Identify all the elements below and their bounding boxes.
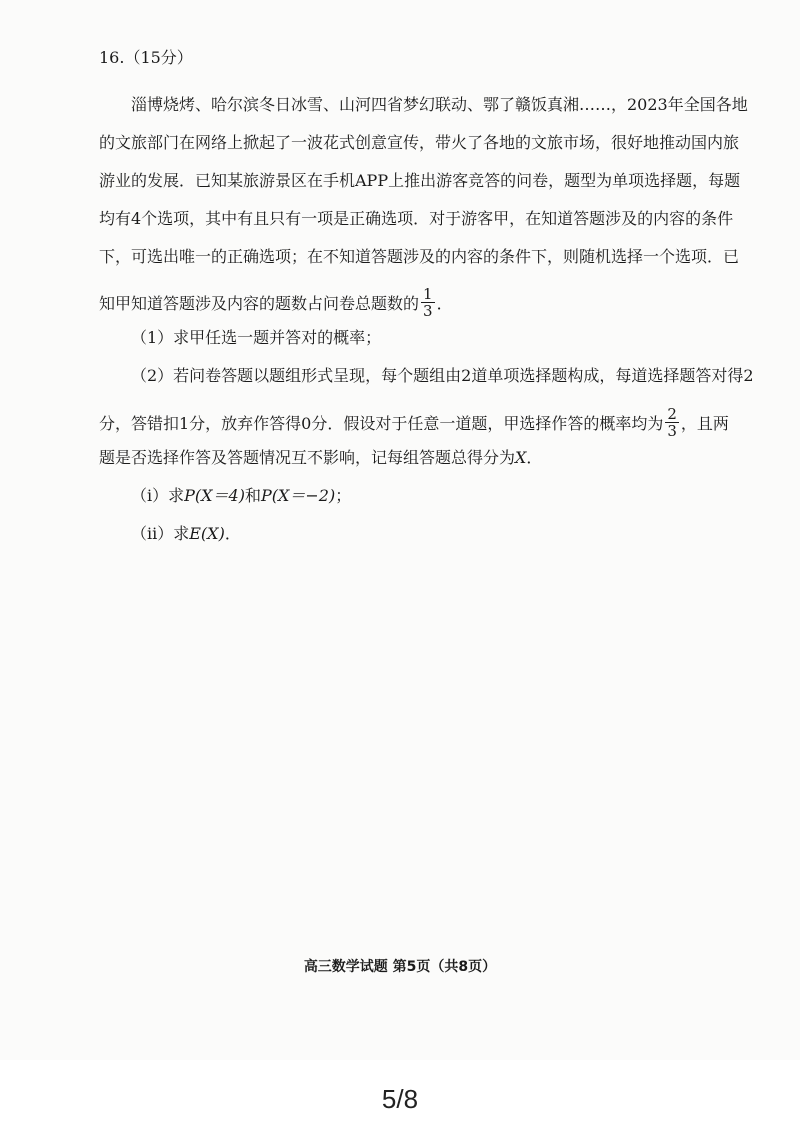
part-1: （1）求甲任选一题并答对的概率； [131,328,382,347]
part-2-line-2-prefix: 分，答错扣1分，放弃作答得0分．假设对于任意一道题，甲选择作答的概率均为 [99,414,664,433]
sub-i-expression-1: P(X＝4) [184,486,245,505]
sub-ii-prefix: （ii）求 [131,524,190,543]
page-footer: 高三数学试题 第5页（共8页） [303,959,497,975]
sub-question-ii [131,524,241,544]
intro-line-5: 下，可选出唯一的正确选项；在不知道答题涉及的内容的条件下，则随机选择一个选项．已 [99,247,740,266]
part-2-line-3-prefix: 题是否选择作答及答题情况互不影响，记每组答题总得分为 [99,448,516,467]
fraction-numerator: 1 [423,285,433,303]
fraction-denominator: 3 [667,422,677,440]
sub-i-mid: 和 [244,486,261,505]
page-indicator: 5/8 [381,1084,419,1114]
part-2-line-1: （2）若问卷答题以题组形式呈现，每个题组由2道单项选择题构成，每道选择题答对得2 [131,366,754,385]
intro-line-4: 均有4个选项，其中有且只有一项是正确选项．对于游客甲，在知道答题涉及的内容的条件 [99,209,734,228]
intro-line-6 [99,285,453,321]
fraction-denominator: 3 [423,302,433,320]
sub-i-expression-2: P(X＝−2) [260,486,336,505]
fraction-two-thirds [665,406,679,439]
fraction-numerator: 2 [667,405,677,423]
part-2-line-2 [99,405,729,441]
intro-line-3: 游业的发展．已知某旅游景区在手机APP上推出游客竞答的问卷，题型为单项选择题，每题 [99,171,741,190]
part-2-line-3 [99,448,542,468]
intro-line-2: 的文旅部门在网络上掀起了一波花式创意宣传，带火了各地的文旅市场，很好地推动国内旅 [99,133,740,152]
intro-line-1: 淄博烧烤、哈尔滨冬日冰雪、山河四省梦幻联动、鄂了赣饭真湘……，2023年全国各地 [131,95,748,114]
sub-i-suffix: ； [335,486,352,505]
sub-question-i [131,486,351,506]
sub-ii-expression: E(X) [189,524,225,543]
intro-last-suffix: ． [436,294,453,313]
question-number: 16.（15分） [99,48,193,67]
part-2-line-3-suffix: ． [526,448,543,467]
part-2-line-2-suffix: ，且两 [680,414,729,433]
fraction-one-third [421,286,435,319]
sub-i-prefix: （i）求 [131,486,185,505]
sub-ii-suffix: ． [224,524,241,543]
variable-x: X [515,448,527,467]
intro-last-prefix: 知甲知道答题涉及内容的题数占问卷总题数的 [99,294,420,313]
